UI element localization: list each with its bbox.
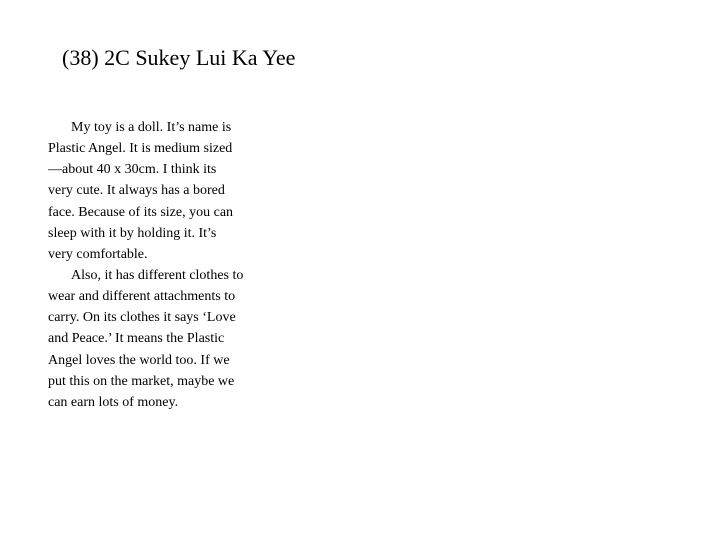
text-line: put this on the market, maybe we <box>48 373 235 389</box>
text-line: Plastic Angel. It is medium sized <box>48 141 233 157</box>
text-line: and Peace.’ It means the Plastic <box>48 331 225 347</box>
text-line: very comfortable. <box>48 246 148 262</box>
text-line: My toy is a doll. It’s name is <box>71 120 232 135</box>
body-text <box>48 117 288 413</box>
text-line: Angel loves the world too. If we <box>48 352 230 368</box>
text-line: —about 40 x 30cm. I think its <box>48 162 217 178</box>
text-line: wear and different attachments to <box>48 289 236 305</box>
text-line: carry. On its clothes it says ‘Love <box>48 310 236 326</box>
text-line: sleep with it by holding it. It’s <box>48 225 217 241</box>
text-line: very cute. It always has a bored <box>48 183 225 199</box>
text-line: Also, it has different clothes to <box>71 267 244 283</box>
page-title: (38) 2C Sukey Lui Ka Yee <box>62 45 296 70</box>
text-line: face. Because of its size, you can <box>48 204 234 220</box>
text-line: can earn lots of money. <box>48 394 179 410</box>
